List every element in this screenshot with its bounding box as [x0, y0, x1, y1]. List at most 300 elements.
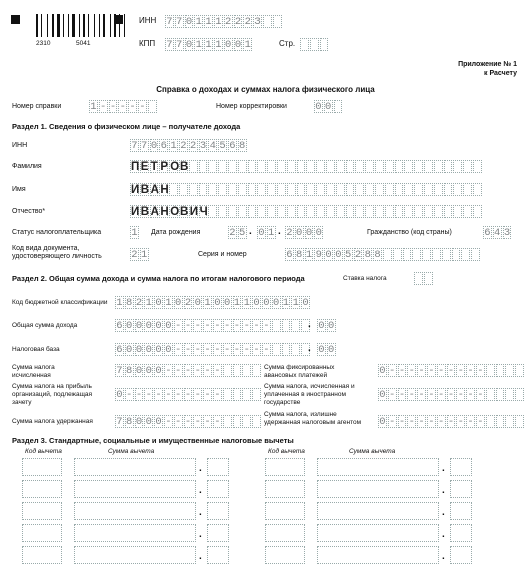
deduction-kop-left[interactable] [207, 458, 229, 476]
char-cell [452, 248, 461, 261]
char-cell: 7 [166, 16, 173, 28]
profit-label: Сумма налога на прибыль организаций, подлежащая зачету [12, 383, 93, 406]
char-cell [208, 205, 217, 218]
char-cell: - [155, 389, 162, 401]
char-cell: - [175, 365, 182, 377]
doc-code-cells[interactable] [130, 248, 150, 261]
deduction-sum-right[interactable] [317, 546, 439, 564]
char-cell [346, 183, 355, 196]
barcode-bar [96, 14, 98, 37]
char-cell: 0 [155, 365, 162, 377]
char-cell: В [179, 206, 189, 218]
barcode-bar [68, 14, 69, 37]
char-cell: 0 [185, 39, 193, 51]
total-income-kop-cells[interactable] [317, 319, 337, 332]
excess-cells[interactable] [378, 415, 525, 428]
header-kpp-cells[interactable] [165, 38, 253, 51]
char-cell: В [179, 161, 189, 173]
deduction-sum-right[interactable] [317, 458, 439, 476]
char-cell: 1 [215, 16, 222, 28]
char-cell: - [233, 320, 241, 332]
char-cell: 8 [126, 297, 133, 309]
deduction-code-right[interactable] [265, 546, 305, 564]
status-cells[interactable] [130, 226, 140, 239]
s1-inn-cells[interactable] [130, 139, 248, 152]
total-income-dot: . [308, 319, 311, 330]
deduction-kop-right[interactable] [450, 502, 472, 520]
series-cells[interactable] [285, 248, 481, 261]
char-cell: - [175, 389, 182, 401]
char-cell [404, 183, 413, 196]
deduction-sum-left[interactable] [74, 480, 196, 498]
deduction-sum-left[interactable] [74, 502, 196, 520]
char-cell [326, 183, 335, 196]
tax-base-cells[interactable] [115, 343, 311, 356]
deduction-kop-left[interactable] [207, 546, 229, 564]
fixed-label: Сумма фиксированных авансовых платежей [264, 364, 335, 379]
char-cell [310, 38, 319, 51]
birth-month-cells[interactable] [257, 226, 277, 239]
char-cell [179, 183, 188, 196]
char-cell: 6 [116, 320, 123, 332]
char-cell [291, 343, 300, 356]
char-cell [223, 364, 232, 377]
barcode-bar [36, 14, 38, 37]
barcode-bar [126, 14, 129, 37]
char-cell [422, 248, 431, 261]
birth-day-cells[interactable] [228, 226, 248, 239]
deduction-kop-right[interactable] [450, 480, 472, 498]
barcode-number-left: 2310 [36, 40, 51, 47]
char-cell: - [184, 344, 192, 356]
char-cell [218, 160, 227, 173]
char-cell [453, 205, 462, 218]
char-cell: Е [140, 161, 149, 173]
char-cell [257, 205, 266, 218]
char-cell [365, 160, 374, 173]
barcode-bar [76, 14, 78, 37]
char-cell [257, 183, 266, 196]
char-cell: 1 [165, 297, 172, 309]
char-cell: 7 [141, 140, 148, 152]
char-cell: - [224, 344, 231, 356]
appendix-line1: Приложение № 1 [458, 61, 517, 68]
deduction-sum-right[interactable] [317, 480, 439, 498]
char-cell [515, 388, 524, 401]
char-cell [189, 160, 198, 173]
char-cell: - [126, 389, 133, 401]
char-cell: 4 [209, 140, 216, 152]
appendix-line2: к Расчету [484, 70, 517, 77]
char-cell: - [457, 365, 464, 377]
char-cell [355, 205, 364, 218]
char-cell: - [175, 320, 182, 332]
char-cell: - [194, 365, 201, 377]
char-cell: 1 [244, 39, 251, 51]
tax-base-dot: . [308, 343, 311, 354]
char-cell: - [253, 344, 260, 356]
char-cell [336, 205, 345, 218]
char-cell [496, 364, 505, 377]
foreign-label: Сумма налога, исчисленная и уплаченная в иностранном государстве [264, 383, 355, 406]
char-cell: З [254, 16, 261, 28]
citizenship-cells[interactable] [483, 226, 512, 239]
char-cell: - [438, 365, 445, 377]
char-cell: - [418, 389, 425, 401]
char-cell: 1 [195, 39, 202, 51]
char-cell: Р [160, 161, 169, 173]
surname-cells[interactable] [130, 160, 483, 173]
char-cell: 9 [315, 249, 322, 261]
char-cell: - [457, 389, 464, 401]
char-cell: 7 [166, 39, 173, 51]
char-cell [297, 183, 306, 196]
char-cell: 6 [229, 140, 236, 152]
char-cell: 7 [116, 365, 123, 377]
char-cell: 6 [484, 227, 491, 239]
char-cell: 7 [176, 16, 183, 28]
char-cell [238, 183, 247, 196]
deduction-code-right[interactable] [265, 502, 305, 520]
char-cell: 8 [296, 249, 303, 261]
char-cell: 1 [170, 140, 177, 152]
char-cell: 0 [135, 320, 143, 332]
char-cell: 1 [205, 16, 212, 28]
deduction-kop-right[interactable] [450, 458, 472, 476]
char-cell: 4 [494, 227, 501, 239]
barcode-bar [103, 14, 105, 37]
char-cell: 5 [345, 249, 352, 261]
doc-code-label: Код вида документа, удостоверяющего личность [12, 245, 102, 260]
barcode-bar [94, 14, 95, 37]
char-cell [395, 205, 404, 218]
char-cell [306, 160, 315, 173]
patronymic-label: Отчество* [12, 208, 46, 215]
char-cell: 1 [282, 297, 290, 309]
char-cell: 1 [141, 249, 148, 261]
char-cell: О [170, 161, 180, 173]
char-cell [233, 388, 242, 401]
char-cell: 8 [239, 140, 246, 152]
char-cell [228, 205, 237, 218]
char-cell: О [170, 206, 180, 218]
char-cell: - [204, 320, 211, 332]
char-cell: - [194, 344, 201, 356]
char-cell: 0 [126, 320, 133, 332]
char-cell: - [214, 344, 221, 356]
char-cell: - [447, 365, 455, 377]
char-cell [334, 100, 343, 113]
char-cell [316, 160, 325, 173]
withheld-cells[interactable] [115, 415, 262, 428]
tax-base-label: Налоговая база [12, 346, 60, 353]
deduction-sum-left[interactable] [74, 524, 196, 542]
header-page-cells[interactable] [300, 38, 329, 51]
char-cell [463, 205, 472, 218]
char-cell [233, 415, 242, 428]
deduction-kop-right[interactable] [450, 546, 472, 564]
char-cell [263, 15, 272, 28]
char-cell: 3 [503, 227, 511, 239]
char-cell: 8 [126, 416, 133, 428]
barcode-bar [81, 14, 82, 37]
corr-number-label: Номер корректировки [216, 103, 287, 110]
char-cell: 0 [302, 297, 309, 309]
total-income-label: Общая сумма дохода [12, 322, 78, 329]
char-cell: 0 [272, 297, 280, 309]
char-cell: - [204, 365, 211, 377]
deduction-dot-right: . [442, 551, 445, 562]
char-cell [453, 183, 462, 196]
char-cell: Н [160, 184, 169, 196]
char-cell: 2 [131, 249, 138, 261]
profit-cells[interactable] [115, 388, 262, 401]
char-cell [252, 415, 261, 428]
deduction-sum-left[interactable] [74, 458, 196, 476]
char-cell: 0 [185, 16, 193, 28]
char-cell: - [184, 365, 192, 377]
char-cell: - [418, 416, 425, 428]
char-cell [355, 183, 364, 196]
section3-title: Раздел 3. Стандартные, социальные и имущественные налоговые вычеты [12, 436, 294, 445]
deduction-code-left[interactable] [22, 524, 62, 542]
char-cell: 1 [90, 101, 97, 113]
citizenship-label: Гражданство (код страны) [367, 229, 452, 236]
char-cell [395, 183, 404, 196]
char-cell: 0 [305, 227, 313, 239]
corner-marker-left [11, 15, 20, 24]
char-cell: Т [150, 161, 158, 173]
char-cell [326, 205, 335, 218]
char-cell [424, 205, 433, 218]
char-cell: 2 [190, 140, 197, 152]
deduction-kop-left[interactable] [207, 502, 229, 520]
char-cell: - [447, 389, 455, 401]
header-inn-cells[interactable] [165, 15, 283, 28]
header-kpp-label: КПП [139, 39, 156, 48]
foreign-cells[interactable] [378, 388, 525, 401]
char-cell: 0 [315, 101, 322, 113]
char-cell: 2 [180, 140, 187, 152]
kbk-cells[interactable] [115, 296, 311, 309]
char-cell: - [139, 101, 146, 113]
char-cell: - [109, 101, 117, 113]
char-cell [442, 248, 451, 261]
barcode-bar [90, 14, 93, 37]
char-cell: 0 [175, 297, 182, 309]
char-cell: И [189, 206, 199, 218]
barcode-bar [110, 14, 111, 37]
char-cell: 0 [145, 365, 152, 377]
barcode-bar [61, 14, 62, 37]
name-cells[interactable] [130, 183, 483, 196]
barcode-number-right: 5041 [76, 40, 91, 47]
char-cell: - [398, 365, 406, 377]
char-cell [505, 388, 514, 401]
char-cell: 1 [243, 297, 250, 309]
char-cell: 0 [145, 320, 152, 332]
char-cell: 2 [286, 227, 293, 239]
deduction-kop-right[interactable] [450, 524, 472, 542]
char-cell: 2 [354, 249, 362, 261]
char-cell [375, 183, 384, 196]
total-income-cells[interactable] [115, 319, 311, 332]
barcode-bar [101, 14, 102, 37]
char-cell: 0 [253, 297, 260, 309]
rate-cells[interactable] [414, 272, 434, 285]
char-cell: 0 [318, 320, 325, 332]
char-cell: - [467, 389, 474, 401]
barcode-bar [41, 14, 42, 37]
char-cell: - [243, 344, 250, 356]
tax-base-kop-cells[interactable] [317, 343, 337, 356]
char-cell [242, 364, 251, 377]
char-cell [291, 319, 300, 332]
deduction-sum-left[interactable] [74, 546, 196, 564]
char-cell: 1 [204, 297, 211, 309]
char-cell [228, 183, 237, 196]
char-cell: - [438, 389, 445, 401]
deduction-dot-left: . [199, 551, 202, 562]
char-cell: 0 [224, 297, 231, 309]
char-cell: 6 [286, 249, 293, 261]
corr-number-cells[interactable] [314, 100, 343, 113]
char-cell [404, 205, 413, 218]
char-cell [444, 205, 453, 218]
char-cell: 0 [328, 344, 335, 356]
char-cell: 7 [116, 416, 123, 428]
barcode-bar [49, 14, 51, 37]
char-cell [316, 183, 325, 196]
char-cell [199, 183, 208, 196]
char-cell: - [389, 389, 396, 401]
deduction-code-right[interactable] [265, 458, 305, 476]
birth-dot-1: . [249, 226, 252, 237]
char-cell [515, 415, 524, 428]
deduction-code-left[interactable] [22, 458, 62, 476]
char-cell [248, 183, 257, 196]
withheld-label: Сумма налога удержанная [12, 418, 93, 425]
char-cell: - [184, 416, 192, 428]
char-cell: - [253, 320, 260, 332]
char-cell [393, 248, 402, 261]
deduction-sum-right[interactable] [317, 502, 439, 520]
char-cell: 0 [116, 389, 123, 401]
char-cell [385, 205, 394, 218]
char-cell [223, 415, 232, 428]
char-cell [218, 205, 227, 218]
barcode-bar [88, 14, 89, 37]
char-cell: - [204, 389, 211, 401]
barcode-bar [47, 14, 48, 37]
s3-code-header-left: Код вычета [25, 448, 62, 455]
char-cell: - [477, 416, 484, 428]
char-cell: - [398, 416, 406, 428]
char-cell: 0 [379, 365, 386, 377]
fixed-cells[interactable] [378, 364, 525, 377]
char-cell [365, 183, 374, 196]
deduction-dot-left: . [199, 529, 202, 540]
char-cell [300, 38, 309, 51]
char-cell: - [175, 344, 182, 356]
char-cell [336, 183, 345, 196]
deduction-code-left[interactable] [22, 502, 62, 520]
tax-calc-cells[interactable] [115, 364, 262, 377]
birth-year-cells[interactable] [285, 226, 324, 239]
char-cell [223, 388, 232, 401]
char-cell [316, 205, 325, 218]
char-cell [444, 183, 453, 196]
char-cell: 0 [234, 39, 242, 51]
barcode-bar [112, 14, 113, 37]
char-cell [414, 205, 423, 218]
name-label: Имя [12, 186, 26, 193]
char-cell: 5 [219, 140, 226, 152]
char-cell [486, 415, 495, 428]
char-cell: - [233, 344, 241, 356]
deduction-code-right[interactable] [265, 480, 305, 498]
char-cell: 0 [155, 416, 162, 428]
char-cell [486, 388, 495, 401]
char-cell: - [204, 416, 211, 428]
char-cell: - [447, 416, 455, 428]
char-cell [282, 319, 291, 332]
char-cell [199, 160, 208, 173]
char-cell: П [131, 161, 140, 173]
barcode-bar [72, 14, 75, 37]
cert-number-cells[interactable] [89, 100, 158, 113]
char-cell: 7 [131, 140, 138, 152]
barcode-bar [55, 14, 56, 37]
char-cell: - [457, 416, 464, 428]
char-cell: 0 [225, 39, 232, 51]
char-cell: - [184, 389, 192, 401]
deduction-dot-right: . [442, 485, 445, 496]
char-cell [403, 248, 412, 261]
patronymic-cells[interactable] [130, 205, 483, 218]
barcode-bar [57, 14, 60, 37]
char-cell: - [194, 416, 201, 428]
deduction-kop-left[interactable] [207, 524, 229, 542]
deduction-sum-right[interactable] [317, 524, 439, 542]
char-cell [287, 160, 296, 173]
char-cell: 2 [234, 16, 242, 28]
char-cell [346, 205, 355, 218]
deduction-code-right[interactable] [265, 524, 305, 542]
char-cell: 0 [325, 249, 332, 261]
char-cell: 1 [145, 297, 152, 309]
deduction-code-left[interactable] [22, 546, 62, 564]
char-cell [218, 183, 227, 196]
char-cell: 2 [229, 227, 236, 239]
deduction-code-left[interactable] [22, 480, 62, 498]
char-cell: 0 [155, 320, 162, 332]
char-cell: - [389, 416, 396, 428]
char-cell [272, 319, 281, 332]
char-cell: - [119, 101, 126, 113]
barcode-bar [124, 14, 125, 37]
deduction-kop-left[interactable] [207, 480, 229, 498]
char-cell [336, 160, 345, 173]
char-cell: - [467, 365, 474, 377]
char-cell: - [428, 416, 435, 428]
char-cell: 1 [116, 297, 123, 309]
char-cell [486, 364, 495, 377]
char-cell [434, 160, 443, 173]
birth-label: Дата рождения [151, 229, 201, 236]
char-cell [505, 364, 514, 377]
char-cell: - [408, 365, 415, 377]
